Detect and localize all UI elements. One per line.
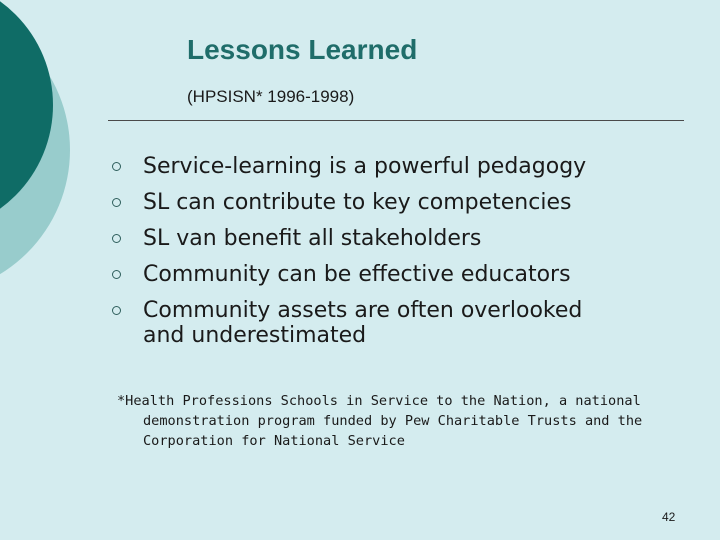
bullet-text: Community can be effective educators [143, 262, 571, 287]
page-number: 42 [662, 510, 676, 524]
bullet-list [112, 149, 586, 354]
footnote-line: demonstration program funded by Pew Charitable Trusts and the [143, 413, 643, 429]
bullet-text: SL can contribute to key competencies [143, 190, 572, 215]
bullet-circle-icon [112, 234, 121, 243]
bullet-circle-icon [112, 162, 121, 171]
bullet-circle-icon [112, 270, 121, 279]
bullet-item [112, 293, 586, 354]
bullet-text: SL van benefit all stakeholders [143, 226, 482, 251]
bullet-text: Community assets are often overlooked [143, 298, 583, 323]
bullet-item [112, 257, 586, 293]
bullet-text-continued: and underestimated [143, 323, 367, 348]
footnote-line: *Health Professions Schools in Service to the Nation, a national [117, 393, 641, 409]
bullet-item [112, 149, 586, 185]
footnote [117, 391, 642, 451]
title-divider [108, 120, 684, 121]
slide-subtitle: (HPSISN* 1996-1998) [187, 87, 355, 106]
bullet-circle-icon [112, 198, 121, 207]
decorative-circles [0, 0, 120, 300]
footnote-line: Corporation for National Service [143, 433, 405, 449]
slide-title: Lessons Learned [187, 34, 418, 65]
bullet-item [112, 221, 586, 257]
bullet-text: Service-learning is a powerful pedagogy [143, 154, 587, 179]
bullet-circle-icon [112, 306, 121, 315]
bullet-item [112, 185, 586, 221]
